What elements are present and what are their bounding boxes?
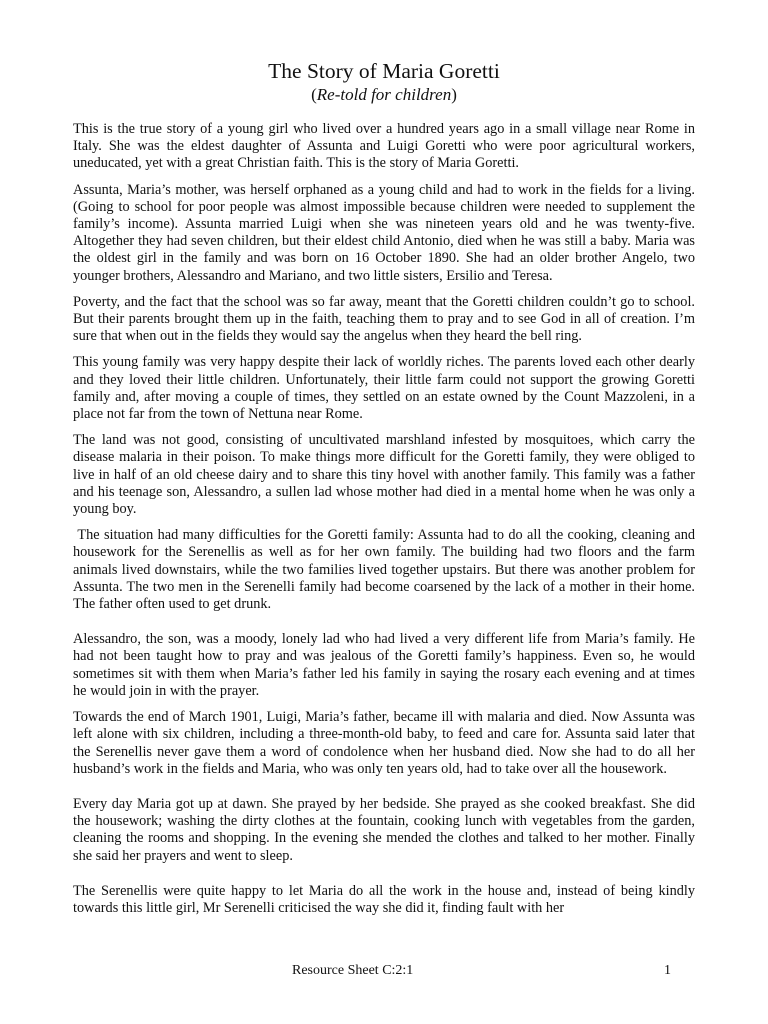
paragraph: Poverty, and the fact that the school was so far away, meant that the Goretti children couldn’t go to school. But their parents brought them up in the faith, teaching them to pray and to see God in all of creation. I’m sure that when out in the fields they would say the angelus when they heard the bell ring. — [73, 293, 695, 345]
paragraph: The situation had many difficulties for the Goretti family: Assunta had to do all the cooking, cleaning and housework for the Serenellis as well as for her own family. The building had two floors and the farm animals lived downstairs, while the two families lived together upstairs. But there was another problem for Assunta. The two men in the Serenelli family had become coarsened by the lack of a mother in their home. The father often used to get drunk. — [73, 527, 699, 613]
paragraph: Towards the end of March 1901, Luigi, Maria’s father, became ill with malaria and died. Now Assunta was left alone with six children, including a three-month-old baby, to feed and care for. Assunta said later that the Serenellis never gave them a word of condolence when her husband died. Now she had to do all her husband’s work in the fields and Maria, who was only ten years old, had to take over all the housework. — [73, 709, 695, 777]
paragraph: Alessandro, the son, was a moody, lonely lad who had lived a very different life from Maria’s family. He had not been taught how to pray and was jealous of the Goretti family’s happiness. Even so, he would sometimes sit with them when Maria’s father led his family in saying the rosary each evening and at times he would join in with the prayer. — [73, 631, 695, 699]
paragraph: This is the true story of a young girl who lived over a hundred years ago in a small village near Rome in Italy. She was the eldest daughter of Assunta and Luigi Goretti who were poor agricultural workers, uneducated, yet with a great Christian faith. This is the story of Maria Goretti. — [73, 121, 695, 172]
paragraph: The Serenellis were quite happy to let Maria do all the work in the house and, instead of being kindly towards this little girl, Mr Serenelli criticised the way she did it, finding fault with her — [73, 882, 695, 916]
subtitle-italic-text: Re-told for children — [316, 85, 452, 104]
paragraph: Every day Maria got up at dawn. She prayed by her bedside. She prayed as she cooked breakfast. She did the housework; washing the dirty clothes at the fountain, cooking lunch with vegetables from the garden, cleaning the rooms and shopping. In the evening she mended the clothes and talked to her mother. Finally she said her prayers and went to sleep. — [73, 795, 695, 864]
subtitle-open-paren: ( — [311, 85, 317, 104]
paragraph: Assunta, Maria’s mother, was herself orphaned as a young child and had to work in the fields for a living. (Going to school for poor people was almost impossible because children were needed to supplement the family’s income). Assunta married Luigi when she was nineteen years old and he was twenty-five. Altogether they had seven children, but their eldest child Antonio, died when he was still a baby. Maria was the oldest girl in the family and was born on 16 October 1890. She had an older brother Angelo, two younger brothers, Alessandro and Mariano, and two little sisters, Ersilio and Teresa. — [73, 181, 695, 284]
document-title: The Story of Maria Goretti — [268, 59, 500, 83]
document-body — [73, 121, 699, 926]
paragraph: This young family was very happy despite their lack of worldly riches. The parents loved each other dearly and they loved their little children. Unfortunately, their little farm could not support the growing Goretti family and, after moving a couple of times, they settled on an estate owned by the Count Mazzoleni, in a place not far from the town of Nettuna near Rome. — [73, 354, 695, 423]
document-subtitle — [0, 84, 768, 106]
subtitle-close-paren: ) — [451, 85, 457, 104]
page-number: 1 — [664, 963, 671, 978]
resource-sheet-label: Resource Sheet C:2:1 — [292, 963, 414, 978]
paragraph: The land was not good, consisting of uncultivated marshland infested by mosquitoes, which carry the disease malaria in their poison. To make things more difficult for the Goretti family, they were obliged to live in half of an old cheese dairy and to share this tiny hovel with another family. This family was a father and his teenage son, Alessandro, a sullen lad whose mother had died in a mental home when he was only a young boy. — [73, 432, 695, 518]
